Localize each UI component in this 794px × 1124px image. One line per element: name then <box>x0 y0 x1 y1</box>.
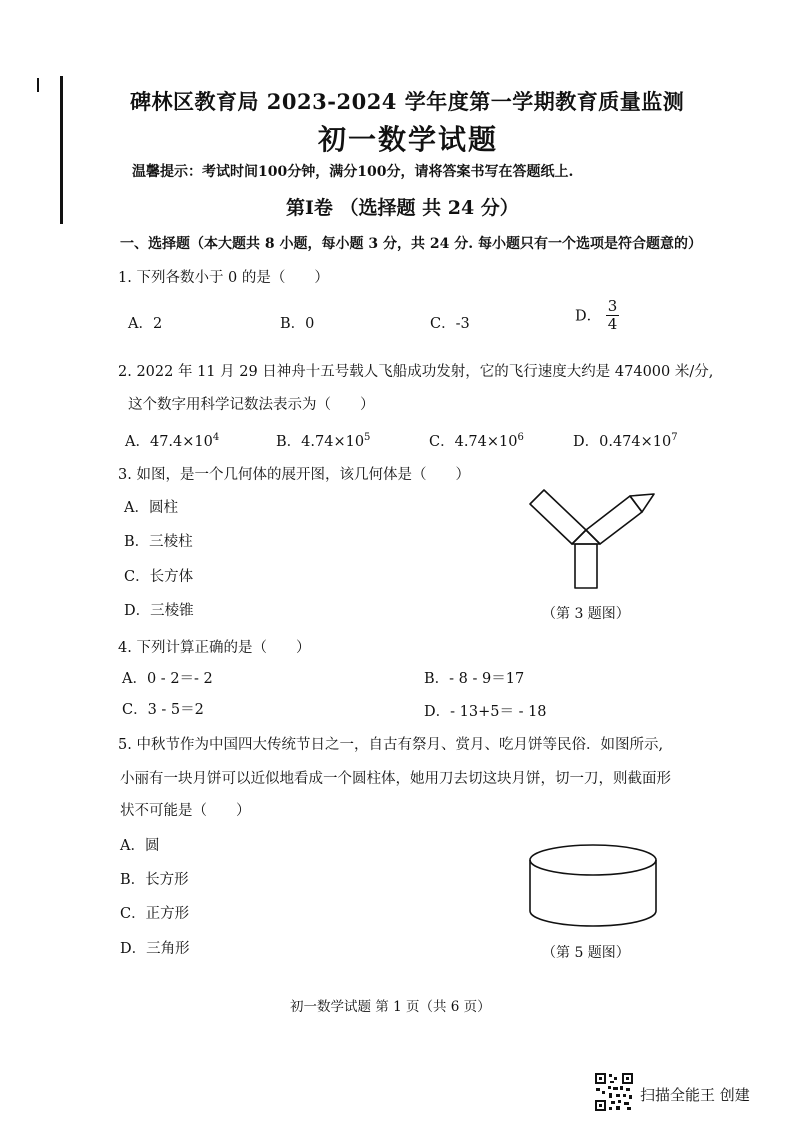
q5-option-a[interactable]: A．圆 <box>120 838 160 854</box>
question-5 <box>118 733 663 754</box>
option-label: C．4.74×10 <box>429 434 518 450</box>
question-text-line1: 中秋节作为中国四大传统节日之一，自古有祭月、赏月、吃月饼等民俗．如图所示, <box>136 737 664 753</box>
q5-option-b[interactable]: B．长方形 <box>120 872 189 888</box>
exponent: 5 <box>364 432 371 444</box>
question-text: 下列各数小于 0 的是（ ） <box>136 270 329 286</box>
q3-net-figure <box>520 482 670 597</box>
q3-option-a[interactable]: A．圆柱 <box>124 500 178 516</box>
scanner-watermark: 扫描全能王 创建 <box>640 1086 750 1104</box>
q5-cylinder-figure <box>522 838 664 934</box>
question-text: 下列计算正确的是（ ） <box>136 640 311 656</box>
exam-subtitle: 初一数学试题 <box>318 123 499 156</box>
question-2-line2: 这个数字用科学记数法表示为（ ） <box>128 397 375 413</box>
fraction-numerator: 3 <box>607 297 618 315</box>
section-heading: 一、选择题（本大题共 8 小题，每小题 3 分，共 24 分. 每小题只有一个选项是符合题意的） <box>120 236 702 252</box>
cylinder-bottom-arc <box>530 911 656 926</box>
qr-code-icon <box>594 1072 634 1112</box>
question-text-line1: 2022 年 11 月 29 日神舟十五号载人飞船成功发射，它的飞行速度大约是 474000 米/分, <box>136 364 714 380</box>
section-title: 第Ⅰ卷 （选择题 共 24 分） <box>286 197 519 219</box>
cylinder-top-face <box>530 845 656 875</box>
q5-figure-caption: （第 5 题图） <box>542 945 630 961</box>
question-4 <box>118 636 310 657</box>
option-label: B．4.74×10 <box>276 434 365 450</box>
exam-title: 碑林区教育局 2023-2024 学年度第一学期教育质量监测 <box>130 89 685 114</box>
question-number: 5. <box>118 737 132 753</box>
question-number: 1. <box>118 270 132 286</box>
option-label: A．47.4×10 <box>125 434 213 450</box>
q1-option-a[interactable]: A．2 <box>128 316 163 332</box>
fraction-denominator: 4 <box>607 314 618 333</box>
q2-option-b[interactable] <box>276 430 370 451</box>
question-number: 3. <box>118 467 132 483</box>
q1-option-b[interactable]: B．0 <box>280 316 315 332</box>
net-bottom-rectangle <box>575 544 597 588</box>
question-number: 2. <box>118 364 132 380</box>
question-1 <box>118 266 329 287</box>
fraction <box>606 298 620 332</box>
question-3 <box>118 463 470 484</box>
q3-option-c[interactable]: C．长方体 <box>124 569 194 585</box>
q3-option-b[interactable]: B．三棱柱 <box>124 534 193 550</box>
q5-option-d[interactable]: D．三角形 <box>120 941 190 957</box>
question-5-line2: 小丽有一块月饼可以近似地看成一个圆柱体，她用刀去切这块月饼，切一刀，则截面形 <box>120 771 671 787</box>
exam-hint: 温馨提示：考试时间100分钟，满分100分，请将答案书写在答题纸上. <box>132 164 574 180</box>
question-2 <box>118 360 713 381</box>
q4-option-a[interactable]: A．0 - 2＝- 2 <box>122 671 213 687</box>
q1-option-c[interactable]: C．-3 <box>430 316 470 332</box>
question-5-line3: 状不可能是（ ） <box>120 803 251 819</box>
net-right-rectangle <box>586 496 642 544</box>
exponent: 4 <box>212 432 220 444</box>
q3-figure-caption: （第 3 题图） <box>542 606 630 622</box>
q2-option-a[interactable] <box>125 430 219 451</box>
margin-binding-line <box>60 76 63 224</box>
option-label: D．0.474×10 <box>573 434 672 450</box>
q4-option-b[interactable]: B．- 8 - 9＝17 <box>424 671 525 687</box>
margin-mark-short <box>37 78 39 92</box>
question-text: 如图，是一个几何体的展开图，该几何体是（ ） <box>136 467 470 483</box>
q1-option-d[interactable] <box>575 298 619 332</box>
net-right-triangle <box>630 494 654 512</box>
q4-option-d[interactable]: D．- 13+5＝ - 18 <box>424 704 547 720</box>
question-number: 4. <box>118 640 132 656</box>
exponent: 6 <box>517 432 524 444</box>
q2-option-d[interactable] <box>573 430 678 451</box>
q2-option-c[interactable] <box>429 430 524 451</box>
net-left-rectangle <box>530 490 586 544</box>
exponent: 7 <box>671 432 678 444</box>
net-center-triangle <box>572 530 600 544</box>
q3-option-d[interactable]: D．三棱锥 <box>124 603 194 619</box>
page-footer: 初一数学试题 第 1 页（共 6 页） <box>290 999 491 1015</box>
option-label: D． <box>575 308 602 325</box>
q5-option-c[interactable]: C．正方形 <box>120 906 190 922</box>
q4-option-c[interactable]: C．3 - 5＝2 <box>122 702 204 718</box>
